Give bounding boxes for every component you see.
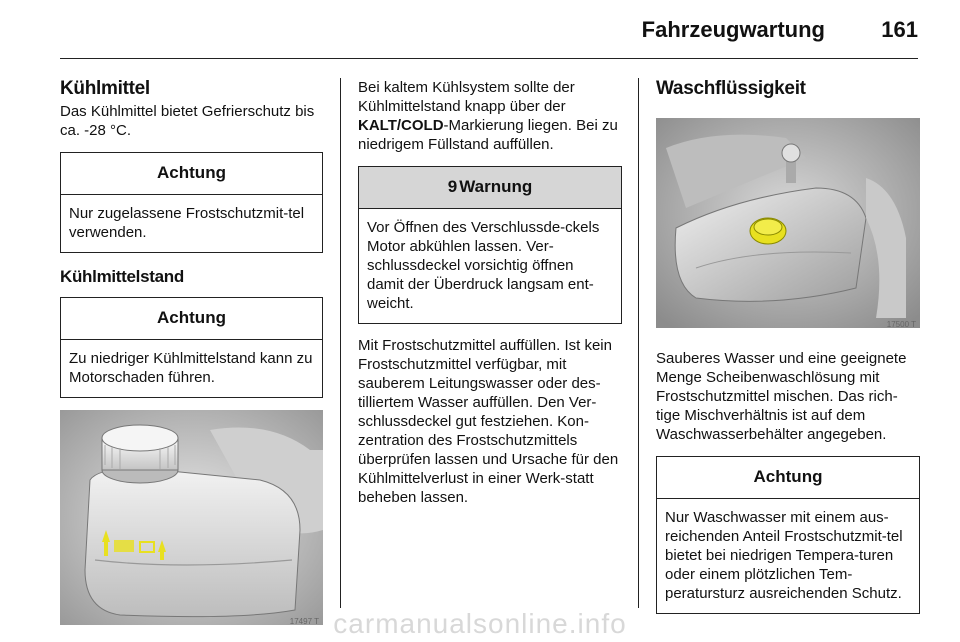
caution-box-3-title: Achtung <box>657 457 919 499</box>
kalt-cold-mark: KALT/COLD <box>358 117 444 134</box>
warning-icon: 9 <box>447 177 458 196</box>
caution-box-2-title: Achtung <box>61 298 322 340</box>
warning-box-title-row <box>359 167 621 209</box>
column-3 <box>656 78 920 614</box>
header-rule <box>60 58 918 59</box>
caution-box-1 <box>60 152 323 253</box>
coolant-reservoir-figure <box>60 410 323 630</box>
washer-fluid-text: Sauberes Wasser und eine geeignete Menge Scheibenwaschlösung mit Frostschutzmittel mischen. Das rich-tige Mischverhältnis ist auf dem Waschwasserbehälter angegeben. <box>656 350 907 443</box>
column-2 <box>358 78 622 507</box>
subheading-coolant-level: Kühlmittelstand <box>60 267 184 286</box>
figure-code-coolant: 17497 T <box>289 617 319 626</box>
watermark: carmanualsonline.info <box>333 608 627 639</box>
section-heading-washer-fluid: Waschflüssigkeit <box>656 78 806 99</box>
caution-box-3 <box>656 456 920 614</box>
coolant-level-text <box>358 78 622 154</box>
section-heading-coolant: Kühlmittel <box>60 78 150 99</box>
warning-box <box>358 166 622 324</box>
washer-reservoir-illustration <box>656 118 920 328</box>
coolant-level-text-after: -Markierung liegen. Bei zu niedrigem Füllstand auffüllen. <box>358 117 618 153</box>
washer-reservoir-figure <box>656 118 920 333</box>
coolant-level-text-before: Bei kaltem Kühlsystem sollte der Kühlmittelstand knapp über der <box>358 79 575 115</box>
figure-code-washer: 17500 T <box>886 320 916 329</box>
antifreeze-refill-text: Mit Frostschutzmittel auffüllen. Ist kein Frostschutzmittel verfügbar, mit sauberem Leitungswasser oder des-tilliertem Wasser auffüllen. Den Ver-schlussdeckel gut festziehen. Kon-zentration des Frostschutzmittels überprüfen lassen und Ursache für den Kühlmittelverlust in einer Werk-statt beheben lassen. <box>358 337 619 506</box>
warning-box-text: Vor Öffnen des Verschlussde-ckels Motor abkühlen lassen. Ver-schlussdeckel vorsichtig öffnen damit der Überdruck langsam ent-weicht. <box>367 219 600 312</box>
column-divider-1 <box>340 78 341 608</box>
page-number: 161 <box>881 17 918 42</box>
warning-box-title: Warnung <box>459 177 533 196</box>
caution-box-2 <box>60 297 323 398</box>
column-divider-2 <box>638 78 639 608</box>
caution-box-1-title: Achtung <box>61 153 322 195</box>
caution-box-1-text: Nur zugelassene Frostschutzmit-tel verwenden. <box>69 205 305 241</box>
coolant-reservoir-illustration <box>60 410 323 625</box>
column-1 <box>60 78 323 630</box>
caution-box-3-text: Nur Waschwasser mit einem aus-reichenden Anteil Frostschutzmit-tel bietet bei niedrigen Tempera-turen oder einem plötzlichen Tem-peratursturz ausreichenden Schutz. <box>665 509 903 602</box>
coolant-intro: Das Kühlmittel bietet Gefrierschutz bis ca. -28 °C. <box>60 103 315 139</box>
page-header-title: Fahrzeugwartung <box>641 17 825 42</box>
caution-box-2-text: Zu niedriger Kühlmittelstand kann zu Motorschaden führen. <box>69 350 313 386</box>
